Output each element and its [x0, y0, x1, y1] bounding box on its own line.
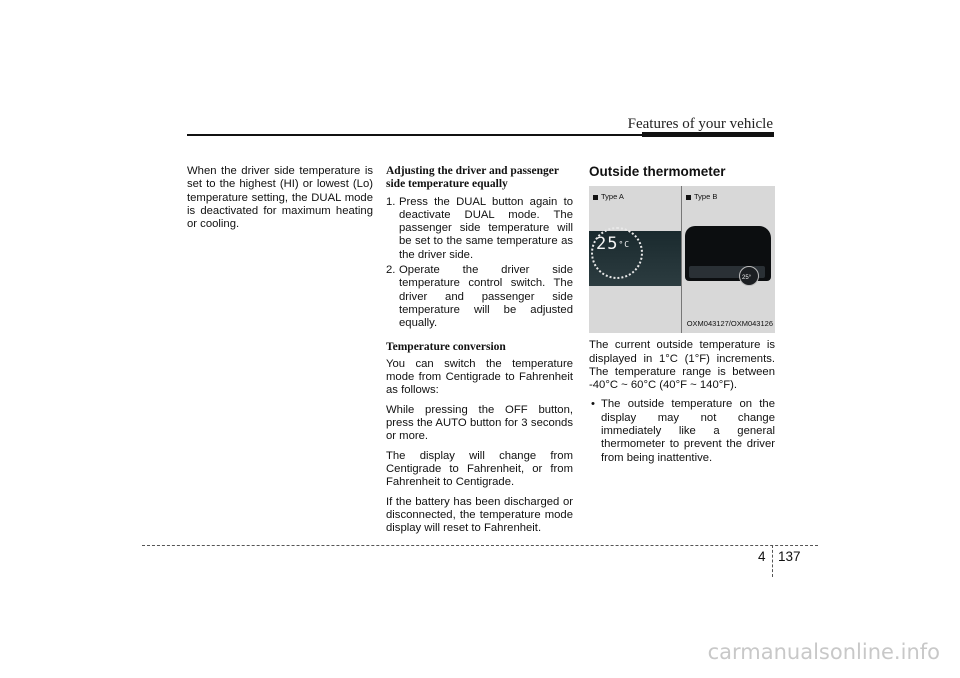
header-rule-accent — [642, 132, 774, 137]
dual-mode-paragraph: When the driver side temperature is set to the highest (HI) or lowest (Lo) temperature setting, the DUAL mode is deactivated for maximum heating or cooling. — [187, 165, 373, 231]
conversion-paragraph: If the battery has been discharged or disconnected, the temperature mode display will reset to Fahrenheit. — [386, 495, 573, 535]
type-b-temperature: 25° — [742, 275, 752, 282]
step-text: Operate the driver side temperature control switch. The driver and passenger side temperature will be adjusted equally. — [399, 264, 573, 330]
bullet-text: The outside temperature on the display may not change immediately like a general thermometer to prevent the driver from being inattentive. — [601, 398, 775, 464]
conversion-paragraph: The display will change from Centigrade to Fahrenheit, or from Fahrenheit to Centigrade. — [386, 449, 573, 489]
conversion-paragraph: You can switch the temperature mode from Centigrade to Fahrenheit as follows: — [386, 357, 573, 397]
column-1 — [187, 165, 373, 237]
type-a-temperature: $25^{^\circ C}$ — [596, 234, 631, 255]
chapter-number: 4 — [758, 549, 766, 564]
page-number: 137 — [778, 549, 801, 564]
type-b-label: Type B — [686, 190, 717, 203]
column-3 — [589, 165, 775, 465]
watermark: carmanualsonline.info — [707, 640, 940, 664]
bullet-item — [589, 398, 775, 464]
note-bullets — [589, 398, 775, 464]
bullet-icon: • — [591, 398, 595, 411]
step-item — [386, 196, 573, 262]
figure-code: OXM043127/OXM043126 — [686, 319, 773, 328]
temperature-conversion-heading: Temperature conversion — [386, 340, 506, 353]
step-number: 1. — [386, 195, 396, 208]
figure-divider — [681, 186, 682, 333]
outside-thermometer-title: Outside thermometer — [589, 164, 726, 179]
header-title: Features of your vehicle — [627, 116, 773, 132]
square-bullet-icon — [593, 195, 598, 200]
adjust-equally-heading: Adjusting the driver and passenger side temperature equally — [386, 165, 559, 191]
footer-rule — [142, 545, 818, 546]
square-bullet-icon — [686, 195, 691, 200]
step-number: 2. — [386, 264, 396, 277]
step-item — [386, 264, 573, 330]
outside-temp-paragraph: The current outside temperature is displayed in 1°C (1°F) increments. The temperature range is between -40°C ~ 60°C (40°F ~ 140°F). — [589, 339, 775, 392]
type-a-label: Type A — [593, 190, 624, 203]
adjust-steps-list — [386, 196, 573, 331]
page-number-divider — [772, 545, 773, 577]
step-text: Press the DUAL button again to deactivate DUAL mode. The passenger side temperature will be set to the same temperature as the driver side. — [399, 195, 573, 261]
thermometer-figure — [589, 186, 775, 333]
conversion-paragraph: While pressing the OFF button, press the AUTO button for 3 seconds or more. — [386, 403, 573, 443]
column-2 — [386, 165, 573, 541]
